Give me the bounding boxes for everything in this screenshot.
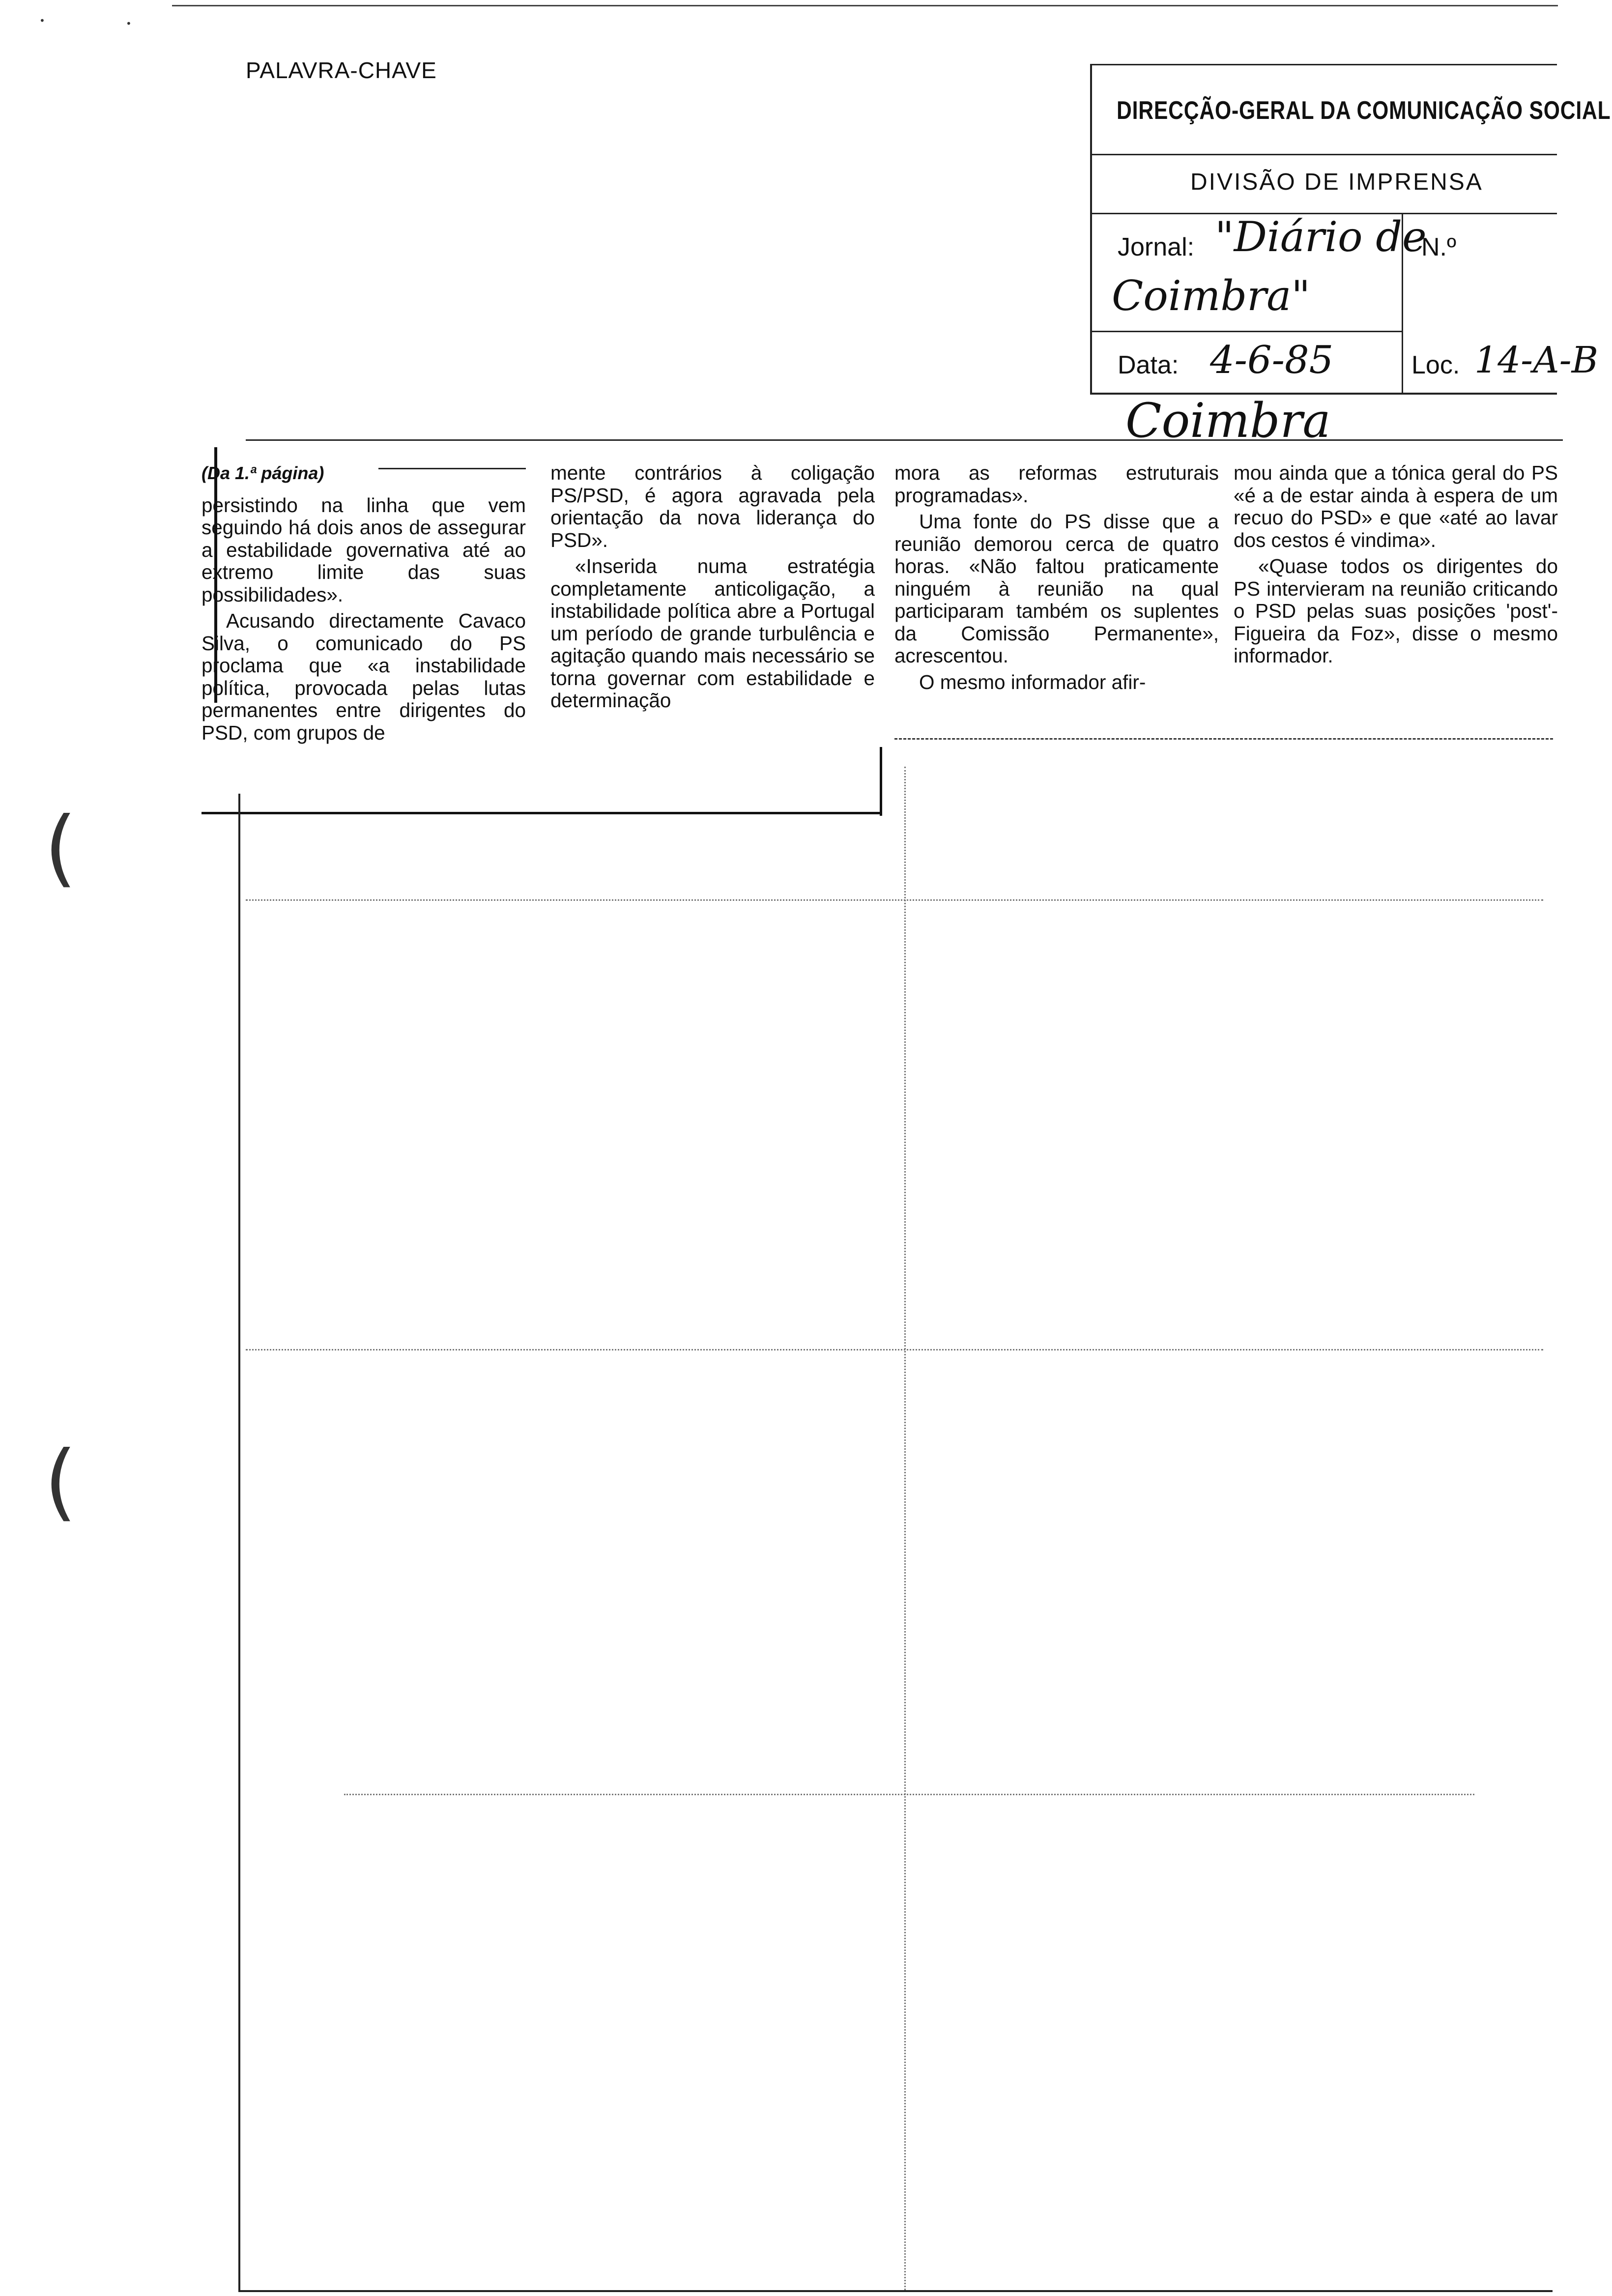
- article-column-3: [894, 462, 1219, 747]
- scan-speck: •: [39, 15, 45, 27]
- frame-row-divider: [344, 1794, 1474, 1795]
- paragraph: «Inserida numa estratégia completamente anticoligação, a instabilidade política abre a Portugal um período de grande turbulência e agitação quando mais necessário se torna governar com estabilidade e determinação: [550, 555, 875, 712]
- clipping-column-rule: [378, 468, 526, 469]
- binder-hole-mark: (: [44, 1433, 77, 1530]
- stamp-title: DIRECÇÃO-GERAL DA COMUNICAÇÃO SOCIAL: [1117, 96, 1611, 125]
- scan-speck: •: [126, 18, 132, 29]
- clipping-top-rule: [246, 439, 1563, 441]
- paragraph: mente contrários à coligação PS/PSD, é agora agravada pela orientação da nova liderança do PSD».: [550, 462, 875, 551]
- paragraph: mora as reformas estruturais programadas».: [894, 462, 1219, 507]
- article-column-1: [202, 462, 526, 796]
- numero-label: N.º: [1421, 233, 1456, 261]
- article-column-4: [1234, 462, 1558, 747]
- jornal-value: Coimbra": [1112, 272, 1311, 320]
- paragraph: Uma fonte do PS disse que a reunião demorou cerca de quatro horas. «Não faltou praticamente ninguém à reunião na qual participaram também os suplentes da Comissão Permanente», acrescentou.: [894, 510, 1219, 667]
- paragraph: mou ainda que a tónica geral do PS «é a de estar ainda à espera de um recuo do PSD» e que «até ao lavar dos cestos é vindima».: [1234, 462, 1558, 551]
- clipping-cut-edge: [894, 738, 1553, 740]
- stamp-division: DIVISÃO DE IMPRENSA: [1190, 169, 1483, 195]
- stamp-divider: [1092, 154, 1557, 155]
- paragraph: persistindo na linha que vem seguindo há dois anos de assegurar a estabilidade governativa até ao extremo limite das suas possibilidades».: [202, 493, 526, 606]
- data-value: 4-6-85: [1210, 338, 1334, 382]
- keyword-label: PALAVRA-CHAVE: [246, 57, 437, 83]
- continued-from: (Da 1.ª página): [202, 463, 324, 483]
- loc-label: Loc.: [1411, 351, 1460, 379]
- paragraph: Acusando directamente Cavaco Silva, o comunicado do PS proclama que «a instabilidade política, provocada pelas lutas permanentes entre dirigentes do PSD, com grupos de: [202, 609, 526, 744]
- page-frame: [238, 794, 1553, 2292]
- jornal-value: "Diário de: [1215, 213, 1427, 261]
- article-column-2: [550, 462, 875, 801]
- frame-center-divider: [904, 767, 906, 2290]
- handwritten-city: Coimbra: [1125, 393, 1331, 448]
- paragraph: O mesmo informador afir-: [919, 670, 1146, 693]
- loc-value: 14-A-B: [1474, 339, 1598, 381]
- frame-row-divider: [246, 1349, 1543, 1350]
- stamp-divider: [1092, 331, 1402, 332]
- frame-row-divider: [246, 899, 1543, 901]
- data-label: Data:: [1118, 351, 1179, 379]
- paragraph: «Quase todos os dirigentes do PS intervieram na reunião criticando o PSD pelas suas posições 'post'-Figueira da Foz», disse o mesmo informador.: [1234, 555, 1558, 667]
- article-clipping: [197, 432, 1573, 816]
- scan-edge-top: [172, 5, 1558, 6]
- stamp-column-divider: [1402, 213, 1403, 393]
- jornal-label: Jornal:: [1118, 233, 1195, 261]
- binder-hole-mark: (: [44, 799, 77, 896]
